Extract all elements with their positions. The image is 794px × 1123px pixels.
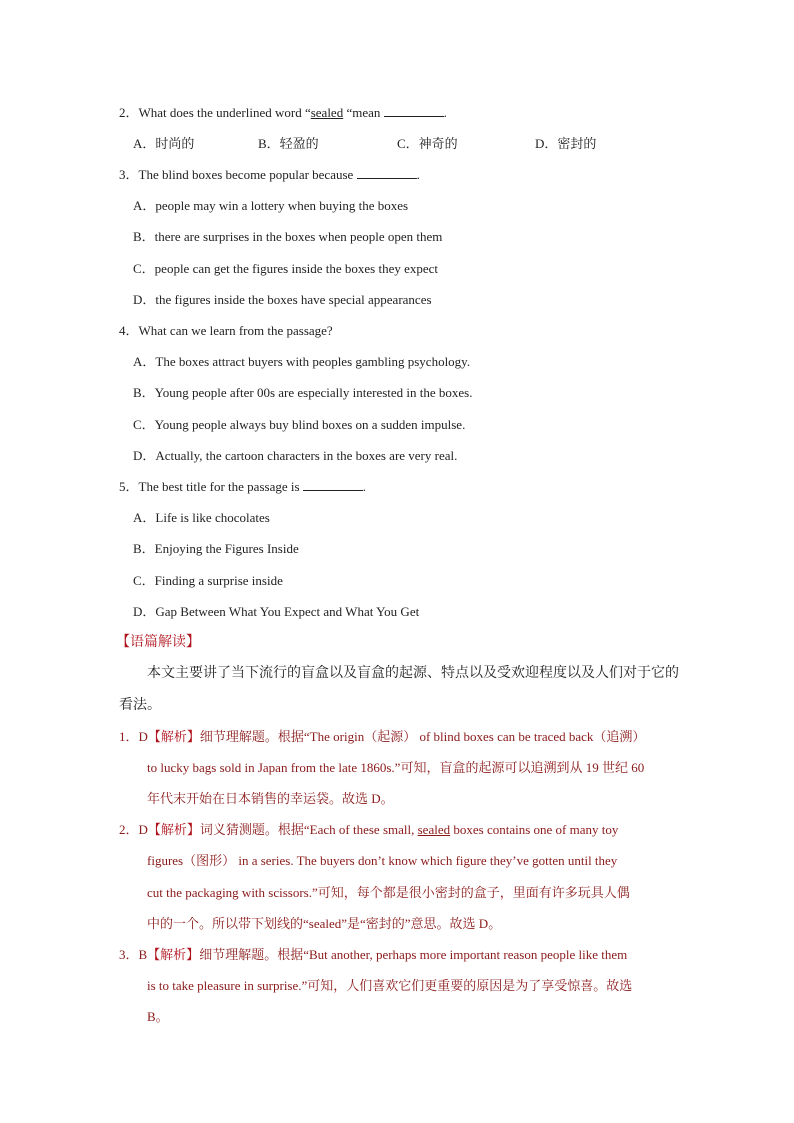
question-3-option-b: B．there are surprises in the boxes when people open them [133,229,443,244]
question-2-option-a: A．时尚的 [133,136,195,151]
question-4-option-b: B．Young people after 00s are especially interested in the boxes. [133,385,473,400]
question-4-option-c: C．Young people always buy blind boxes on a sudden impulse. [133,417,466,432]
question-4-option-d: D．Actually, the cartoon characters in the boxes are very real. [133,448,458,463]
answer-blank [384,104,444,117]
question-3-stem: 3．The blind boxes become popular because . [119,167,420,182]
analysis-summary-line-1: 本文主要讲了当下流行的盲盒以及盲盒的起源、特点以及受欢迎程度以及人们对于它的 [147,666,679,681]
question-2-option-b: B．轻盈的 [258,136,319,151]
answer-3-line-3: B。 [147,1009,169,1024]
question-4-option-a: A．The boxes attract buyers with peoples gambling psychology. [133,354,471,369]
question-3-option-a: A．people may win a lottery when buying the boxes [133,198,409,213]
answer-2-line-2: figures（图形） in a series. The buyers don’t know which figure they’ve gotten until they [147,853,618,868]
question-2-option-d: D．密封的 [535,136,597,151]
answer-2-line-1: 2．D【解析】词义猜测题。根据“Each of these small, sealed boxes contains one of many toy [119,822,619,837]
question-5-stem: 5．The best title for the passage is . [119,479,367,494]
answer-blank [303,478,363,491]
answer-2-line-3: cut the packaging with scissors.”可知，每个都是很小密封的盒子，里面有许多玩具人偶 [147,885,630,900]
answer-3-line-2: is to take pleasure in surprise.”可知，人们喜欢它们更重要的原因是为了享受惊喜。故选 [147,978,633,993]
analysis-heading: 【语篇解读】 [116,635,200,650]
answer-blank [357,166,417,179]
question-2-stem: 2．What does the underlined word “sealed “mean . [119,105,447,120]
answer-1-line-2: to lucky bags sold in Japan from the late 1860s.”可知，盲盒的起源可以追溯到从 19 世纪 60 [147,760,645,775]
underlined-word: sealed [417,822,451,837]
analysis-summary-line-2: 看法。 [119,698,161,713]
question-4-stem: 4．What can we learn from the passage? [119,323,333,338]
question-5-option-b: B．Enjoying the Figures Inside [133,541,299,556]
answer-3-line-1: 3．B【解析】细节理解题。根据“But another, perhaps more important reason people like them [119,947,628,962]
question-2-option-c: C．神奇的 [397,136,458,151]
question-3-option-c: C．people can get the figures inside the boxes they expect [133,261,439,276]
question-5-option-c: C．Finding a surprise inside [133,573,283,588]
question-3-option-d: D．the figures inside the boxes have special appearances [133,292,432,307]
answer-2-line-4: 中的一个。所以带下划线的“sealed”是“密封的”意思。故选 D。 [147,916,502,931]
question-5-option-a: A．Life is like chocolates [133,510,270,525]
answer-1-line-3: 年代末开始在日本销售的幸运袋。故选 D。 [147,791,394,806]
answer-1-line-1: 1．D【解析】细节理解题。根据“The origin（起源） of blind boxes can be traced back（追溯） [119,729,646,744]
question-5-option-d: D．Gap Between What You Expect and What You Get [133,604,420,619]
underlined-word: sealed [310,105,344,120]
